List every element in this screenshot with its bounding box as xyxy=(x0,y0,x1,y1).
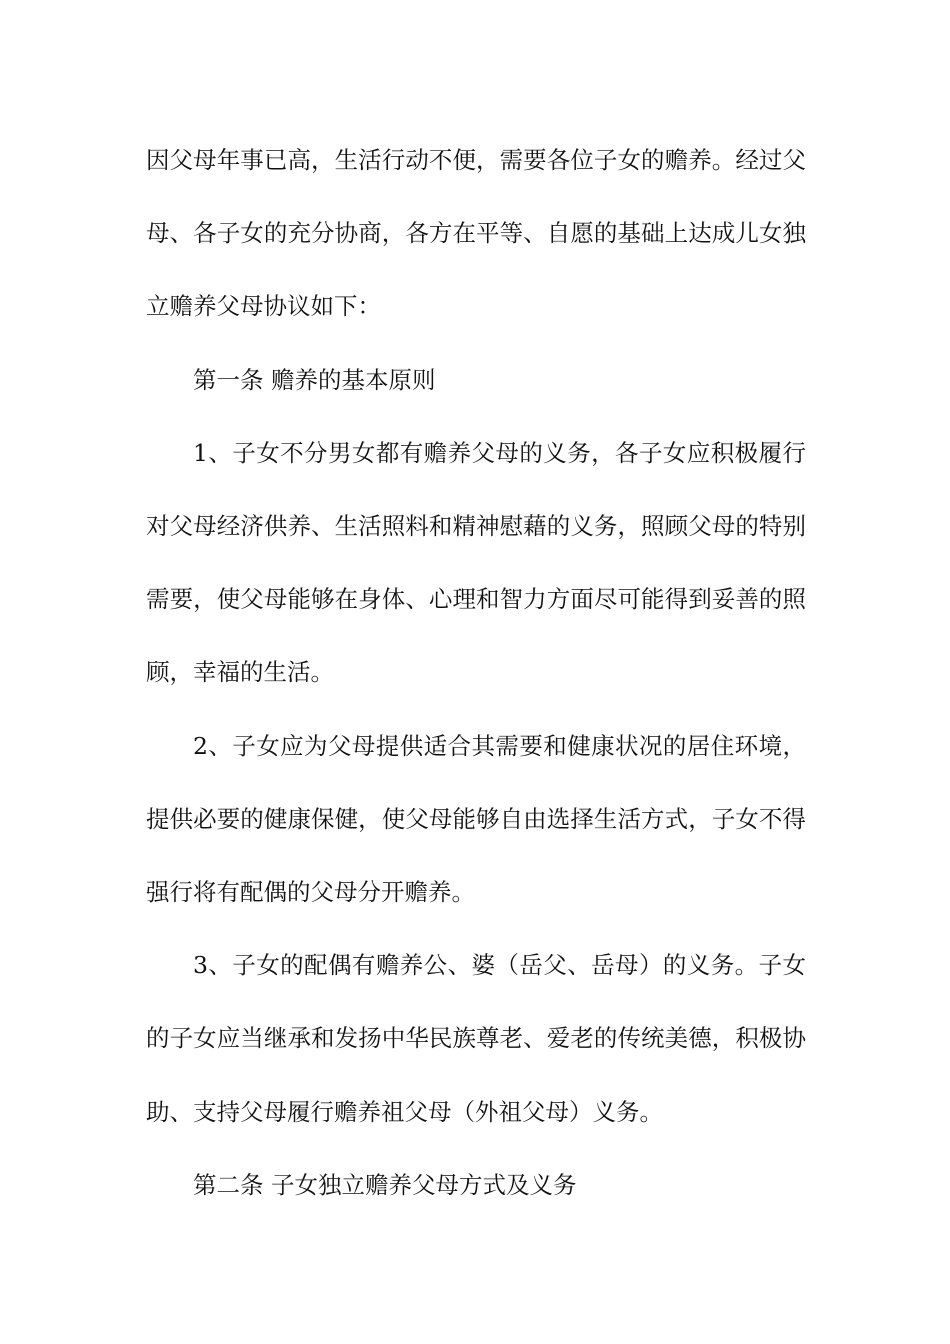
article-1-clause-1: 1、子女不分男女都有赡养父母的义务，各子女应积极履行对父母经济供养、生活照料和精神慰藉的义务，照顾父母的特别需要，使父母能够在身体、心理和智力方面尽可能得到妥善的照顾，幸福的生活。 xyxy=(146,438,806,687)
document-body xyxy=(146,124,806,1222)
intro-paragraph: 因父母年事已高，生活行动不便，需要各位子女的赡养。经过父母、各子女的充分协商，各方在平等、自愿的基础上达成儿女独立赡养父母协议如下： xyxy=(146,146,806,321)
article-1-heading: 第一条 赡养的基本原则 xyxy=(193,365,436,394)
article-1-clause-2: 2、子女应为父母提供适合其需要和健康状况的居住环境，提供必要的健康保健，使父母能够自由选择生活方式，子女不得强行将有配偶的父母分开赡养。 xyxy=(146,731,806,907)
article-1-clause-3: 3、子女的配偶有赡养公、婆（岳父、岳母）的义务。子女的子女应当继承和发扬中华民族尊老、爱老的传统美德，积极协助、支持父母履行赡养祖父母（外祖父母）义务。 xyxy=(146,951,806,1126)
article-2-heading: 第二条 子女独立赡养父母方式及义务 xyxy=(193,1170,577,1199)
